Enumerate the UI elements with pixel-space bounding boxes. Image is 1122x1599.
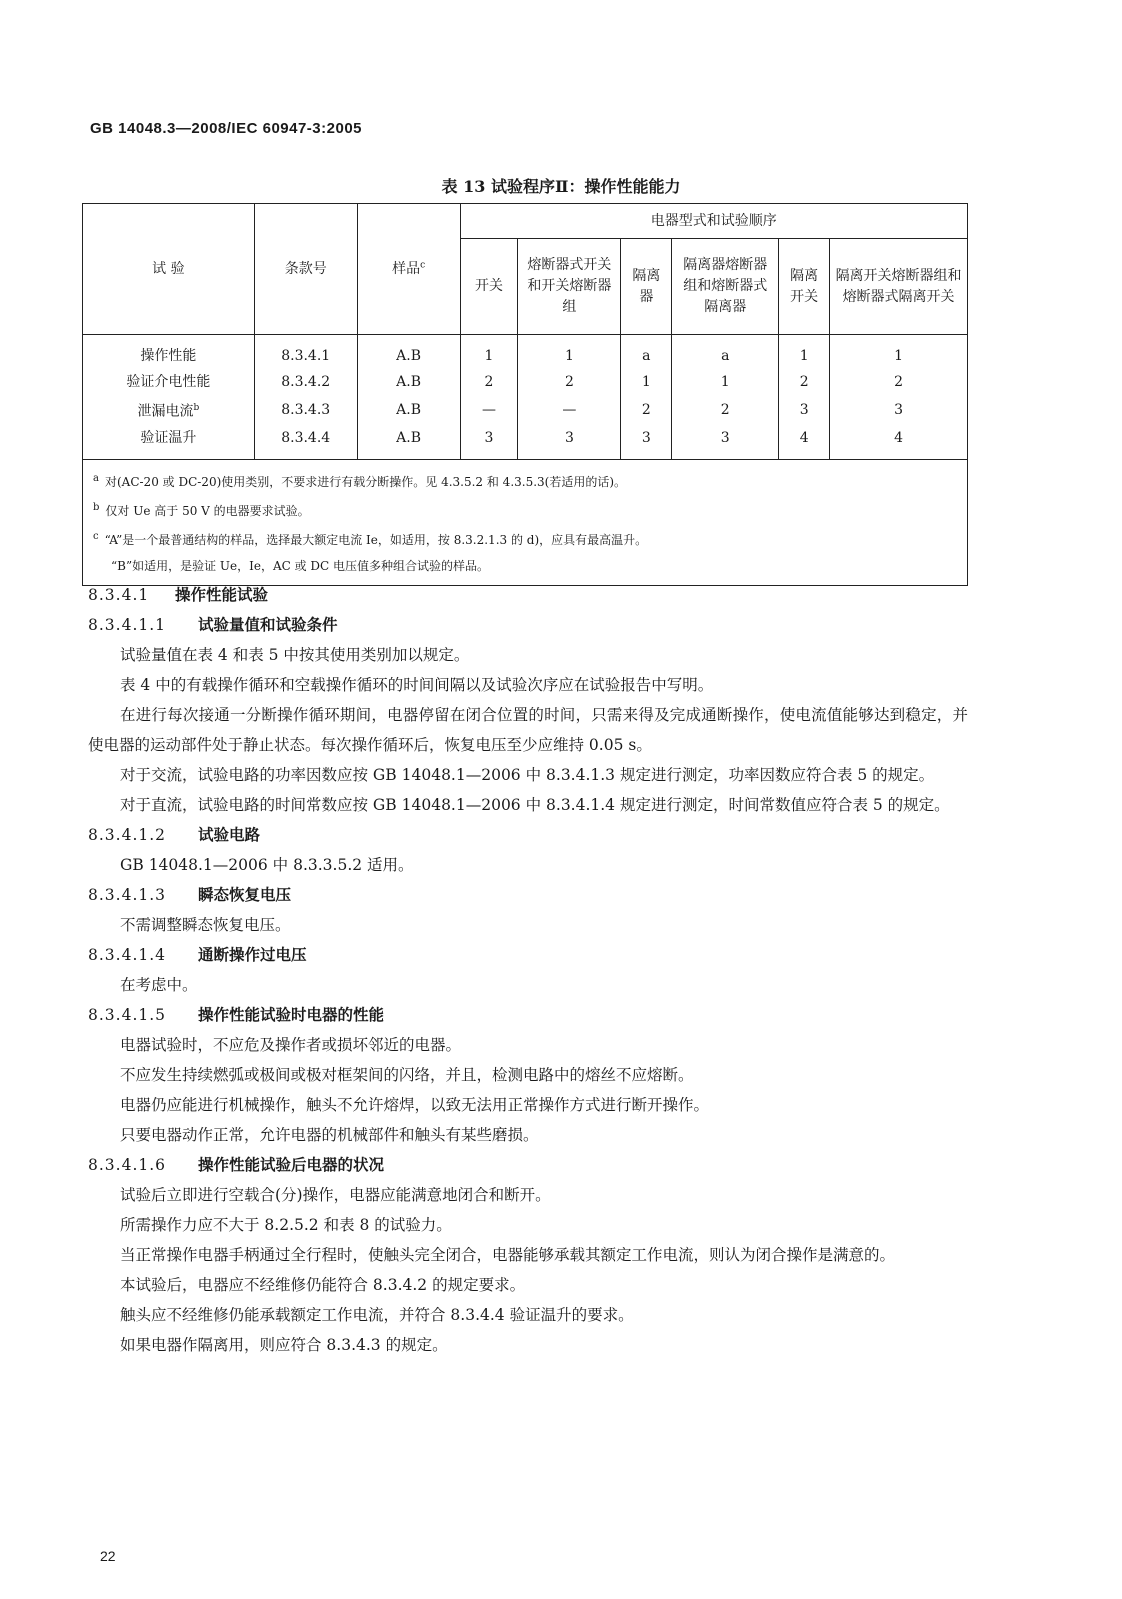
cell-sample: A.B [357, 369, 460, 395]
cell-sequence: 1 [518, 335, 621, 370]
section-heading [88, 580, 968, 610]
cell-sequence: a [621, 335, 672, 370]
section-title: 试验电路 [198, 825, 261, 844]
paragraph: 试验后立即进行空载合(分)操作，电器应能满意地闭合和断开。 [120, 1186, 551, 1204]
footnote-text: “A”是一个最普通结构的样品，选择最大额定电流 Ie，如适用，按 8.3.2.1.3 的 d)，应具有最高温升。 [104, 532, 648, 547]
body-text [88, 580, 968, 1360]
section-number: 8.3.4.1 [88, 586, 150, 604]
paragraph: 在进行每次接通一分断操作循环期间，电器停留在闭合位置的时间，只需来得及完成通断操作，使电流值能够达到稳定，并使电器的运动部件处于静止状态。每次操作循环后，恢复电压至少应维持 0.05 s。 [88, 706, 968, 754]
cell-sequence: 2 [672, 395, 779, 425]
cell-sequence: 2 [621, 395, 672, 425]
cell-sequence: 2 [830, 369, 968, 395]
cell-sequence: 4 [830, 425, 968, 460]
test-name: 验证温升 [140, 429, 197, 446]
footnote-mark: b [193, 403, 200, 413]
col-header-type: 隔离器熔断器组和熔断器式隔离器 [672, 239, 779, 335]
cell-clause: 8.3.4.1 [254, 335, 357, 370]
footnote-text: 对(AC-20 或 DC-20)使用类别，不要求进行有载分断操作。见 4.3.5.2 和 4.3.5.3(若适用的话)。 [104, 474, 627, 489]
col-header-clause: 条款号 [254, 204, 357, 335]
cell-sequence: 3 [779, 395, 830, 425]
cell-sample: A.B [357, 425, 460, 460]
cell-sample: A.B [357, 395, 460, 425]
footnote-text: “B”如适用，是验证 Ue，Ie，AC 或 DC 电压值多种组合试验的样品。 [111, 558, 490, 573]
cell-sequence: 1 [460, 335, 518, 370]
col-header-group: 电器型式和试验顺序 [460, 204, 967, 239]
test-name: 操作性能 [140, 348, 197, 364]
cell-sequence: 3 [621, 425, 672, 460]
cell-clause: 8.3.4.3 [254, 395, 357, 425]
col-header-type: 熔断器式开关和开关熔断器组 [518, 239, 621, 335]
page-number: 22 [100, 1548, 116, 1564]
col-header-sample [357, 204, 460, 335]
col-header-type: 隔离开关 [779, 239, 830, 335]
standard-header: GB 14048.3—2008/IEC 60947-3:2005 [90, 120, 363, 137]
footnote-mark: c [93, 530, 99, 542]
test-name: 验证介电性能 [126, 374, 211, 390]
cell-test [83, 335, 255, 370]
col-header-test: 试 验 [83, 204, 255, 335]
footnote [93, 466, 957, 495]
cell-sequence: — [518, 395, 621, 425]
paragraph: 不应发生持续燃弧或极间或极对框架间的闪络，并且，检测电路中的熔丝不应熔断。 [120, 1066, 694, 1084]
section-number: 8.3.4.1.5 [88, 1006, 167, 1024]
paragraph: 在考虑中。 [120, 976, 198, 994]
cell-clause: 8.3.4.4 [254, 425, 357, 460]
footnote-text: 仅对 Ue 高于 50 V 的电器要求试验。 [105, 503, 310, 518]
section-title: 操作性能试验 [175, 585, 269, 604]
section-heading [88, 610, 968, 640]
test-name: 泄漏电流 [137, 403, 194, 420]
section-title: 试验量值和试验条件 [198, 615, 338, 634]
paragraph: 本试验后，电器应不经维修仍能符合 8.3.4.2 的规定要求。 [120, 1276, 526, 1294]
paragraph: 触头应不经维修仍能承载额定工作电流，并符合 8.3.4.4 验证温升的要求。 [120, 1306, 634, 1324]
col-header-type: 开关 [460, 239, 518, 335]
cell-sample: A.B [357, 335, 460, 370]
cell-sequence: 3 [830, 395, 968, 425]
paragraph: 只要电器动作正常，允许电器的机械部件和触头有某些磨损。 [120, 1126, 539, 1144]
table-row [83, 425, 968, 460]
section-title: 操作性能试验后电器的状况 [198, 1155, 385, 1174]
paragraph: 对于直流，试验电路的时间常数应按 GB 14048.1—2006 中 8.3.4.1.4 规定进行测定，时间常数值应符合表 5 的规定。 [120, 796, 950, 814]
footnote [93, 524, 957, 553]
cell-sequence: 3 [672, 425, 779, 460]
paragraph: 不需调整瞬态恢复电压。 [120, 916, 291, 934]
col-header-sample-label: 样品 [392, 260, 421, 277]
cell-sequence: 1 [621, 369, 672, 395]
table-title: 表 13 试验程序Ⅱ：操作性能能力 [441, 177, 681, 196]
cell-sequence: 2 [518, 369, 621, 395]
paragraph: 当正常操作电器手柄通过全行程时，使触头完全闭合，电器能够承载其额定工作电流，则认为闭合操作是满意的。 [120, 1246, 896, 1264]
section-heading [88, 1150, 968, 1180]
cell-sequence: 4 [779, 425, 830, 460]
cell-sequence: 2 [779, 369, 830, 395]
footnote [93, 553, 957, 579]
cell-test [83, 395, 255, 425]
section-title: 瞬态恢复电压 [198, 885, 292, 904]
col-header-type: 隔离器 [621, 239, 672, 335]
paragraph: GB 14048.1—2006 中 8.3.3.5.2 适用。 [120, 856, 414, 874]
section-number: 8.3.4.1.4 [88, 946, 167, 964]
table-row [83, 369, 968, 395]
cell-sequence: — [460, 395, 518, 425]
cell-test [83, 369, 255, 395]
footnote-mark: a [93, 472, 99, 484]
section-title: 操作性能试验时电器的性能 [198, 1005, 385, 1024]
paragraph: 所需操作力应不大于 8.2.5.2 和表 8 的试验力。 [120, 1216, 452, 1234]
cell-sequence: 2 [460, 369, 518, 395]
paragraph: 表 4 中的有载操作循环和空载操作循环的时间间隔以及试验次序应在试验报告中写明。 [120, 676, 714, 694]
table-row [83, 395, 968, 425]
section-heading [88, 820, 968, 850]
paragraph: 电器仍应能进行机械操作，触头不允许熔焊，以致无法用正常操作方式进行断开操作。 [120, 1096, 710, 1114]
cell-test [83, 425, 255, 460]
paragraph: 试验量值在表 4 和表 5 中按其使用类别加以规定。 [120, 646, 470, 664]
cell-sequence: 1 [830, 335, 968, 370]
cell-sequence: a [672, 335, 779, 370]
paragraph: 对于交流，试验电路的功率因数应按 GB 14048.1—2006 中 8.3.4.1.3 规定进行测定，功率因数应符合表 5 的规定。 [120, 766, 935, 784]
table-row [83, 335, 968, 370]
col-header-type: 隔离开关熔断器组和熔断器式隔离开关 [830, 239, 968, 335]
footnote-mark: b [93, 501, 100, 513]
section-number: 8.3.4.1.3 [88, 886, 167, 904]
footnote-mark: c [420, 259, 426, 270]
section-number: 8.3.4.1.1 [88, 616, 167, 634]
test-sequence-table [82, 203, 968, 586]
section-heading [88, 1000, 968, 1030]
section-heading [88, 940, 968, 970]
cell-sequence: 1 [672, 369, 779, 395]
footnote [93, 495, 957, 524]
section-title: 通断操作过电压 [198, 945, 307, 964]
cell-clause: 8.3.4.2 [254, 369, 357, 395]
table-footnotes [83, 459, 968, 585]
cell-sequence: 3 [518, 425, 621, 460]
section-number: 8.3.4.1.2 [88, 826, 167, 844]
section-number: 8.3.4.1.6 [88, 1156, 167, 1174]
paragraph: 如果电器作隔离用，则应符合 8.3.4.3 的规定。 [120, 1336, 448, 1354]
section-heading [88, 880, 968, 910]
cell-sequence: 3 [460, 425, 518, 460]
cell-sequence: 1 [779, 335, 830, 370]
paragraph: 电器试验时，不应危及操作者或损坏邻近的电器。 [120, 1036, 462, 1054]
